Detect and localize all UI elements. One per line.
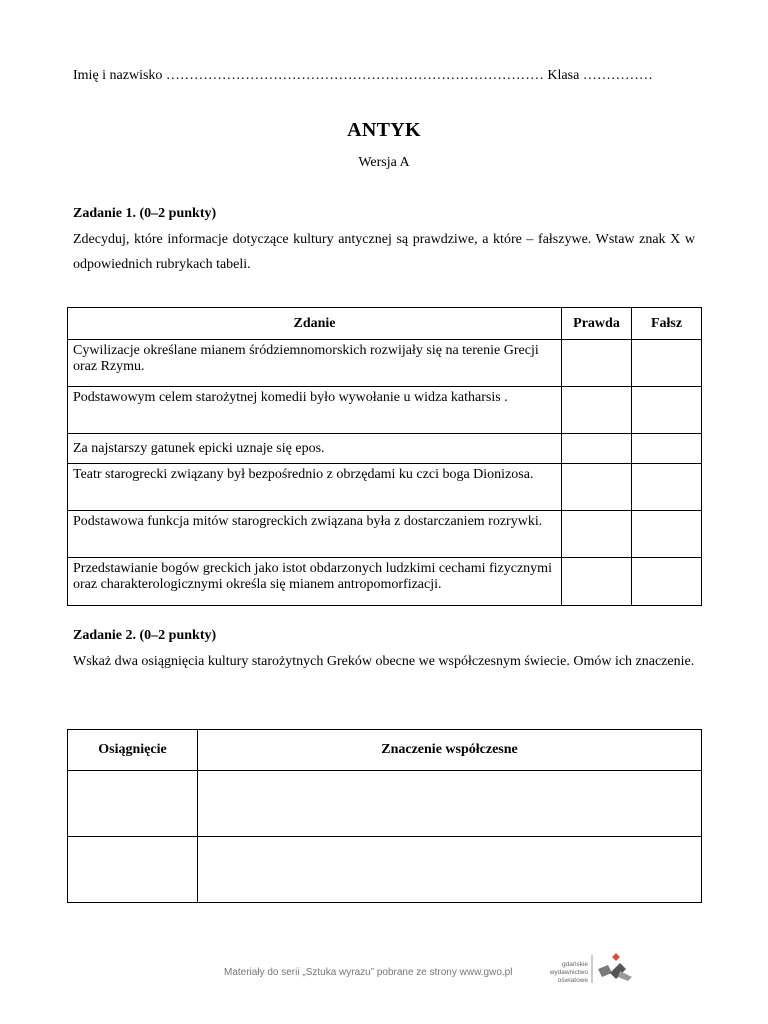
table-row bbox=[68, 464, 702, 511]
publisher-name bbox=[540, 961, 588, 985]
prawda-cell[interactable] bbox=[562, 511, 632, 558]
table-row bbox=[68, 837, 702, 903]
falsz-cell[interactable] bbox=[632, 558, 702, 606]
header-zdanie: Zdanie bbox=[68, 308, 562, 340]
prawda-cell[interactable] bbox=[562, 340, 632, 387]
table-row bbox=[68, 771, 702, 837]
prawda-cell[interactable] bbox=[562, 387, 632, 434]
header-osiagniecie: Osiągnięcie bbox=[68, 730, 198, 771]
name-label: Imię i nazwisko bbox=[73, 68, 163, 83]
meaning-cell[interactable] bbox=[198, 837, 702, 903]
statement-cell: Podstawowym celem starożytnej komedii było wywołanie u widza katharsis . bbox=[68, 387, 562, 434]
statement-cell: Za najstarszy gatunek epicki uznaje się epos. bbox=[68, 434, 562, 464]
falsz-cell[interactable] bbox=[632, 434, 702, 464]
class-label: Klasa bbox=[547, 68, 580, 83]
statement-cell: Podstawowa funkcja mitów starogreckich związana była z dostarczaniem rozrywki. bbox=[68, 511, 562, 558]
task1-instruction: Zdecyduj, które informacje dotyczące kultury antycznej są prawdziwe, a które – fałszywe. Wstaw znak X w odpowiednich rubrykach tabeli. bbox=[73, 232, 695, 272]
table-row bbox=[68, 340, 702, 387]
falsz-cell[interactable] bbox=[632, 387, 702, 434]
task1-header-row bbox=[68, 308, 702, 340]
prawda-cell[interactable] bbox=[562, 434, 632, 464]
task2-header-row bbox=[68, 730, 702, 771]
name-class-line bbox=[73, 68, 693, 84]
falsz-cell[interactable] bbox=[632, 340, 702, 387]
name-field[interactable]: ……………………………………………………………………… bbox=[165, 68, 544, 83]
falsz-cell[interactable] bbox=[632, 464, 702, 511]
header-znaczenie: Znaczenie współczesne bbox=[198, 730, 702, 771]
achievement-cell[interactable] bbox=[68, 771, 198, 837]
class-field[interactable]: …………… bbox=[582, 68, 653, 83]
publisher-line: wydawnictwo bbox=[549, 969, 588, 976]
task2-table bbox=[67, 729, 702, 903]
achievement-cell[interactable] bbox=[68, 837, 198, 903]
task2-heading: Zadanie 2. (0–2 punkty) bbox=[73, 628, 217, 643]
page-title: ANTYK bbox=[347, 119, 421, 141]
task2-instruction: Wskaż dwa osiągnięcia kultury starożytnych Greków obecne we współczesnym świecie. Omów ich znaczenie. bbox=[73, 654, 695, 669]
table-row bbox=[68, 434, 702, 464]
footer-source: Materiały do serii „Sztuka wyrazu” pobrane ze strony www.gwo.pl bbox=[224, 967, 513, 978]
page-subtitle: Wersja A bbox=[358, 155, 410, 170]
table-row bbox=[68, 558, 702, 606]
prawda-cell[interactable] bbox=[562, 464, 632, 511]
publisher-line: gdańskie bbox=[561, 961, 588, 968]
statement-cell: Przedstawianie bogów greckich jako istot obdarzonych ludzkimi cechami fizycznymi oraz charakterologicznymi określa się mianem antropomorfizacji. bbox=[68, 558, 562, 606]
task1-table bbox=[67, 307, 702, 606]
table-row bbox=[68, 511, 702, 558]
meaning-cell[interactable] bbox=[198, 771, 702, 837]
publisher-line: oświatowe bbox=[557, 977, 588, 984]
table-row bbox=[68, 387, 702, 434]
statement-cell: Cywilizacje określane mianem śródziemnomorskich rozwijały się na terenie Grecji oraz Rzymu. bbox=[68, 340, 562, 387]
prawda-cell[interactable] bbox=[562, 558, 632, 606]
task1-heading: Zadanie 1. (0–2 punkty) bbox=[73, 206, 217, 221]
header-falsz: Fałsz bbox=[632, 308, 702, 340]
falsz-cell[interactable] bbox=[632, 511, 702, 558]
statement-cell: Teatr starogrecki związany był bezpośrednio z obrzędami ku czci boga Dionizosa. bbox=[68, 464, 562, 511]
gwo-logo-icon bbox=[590, 951, 636, 985]
header-prawda: Prawda bbox=[562, 308, 632, 340]
